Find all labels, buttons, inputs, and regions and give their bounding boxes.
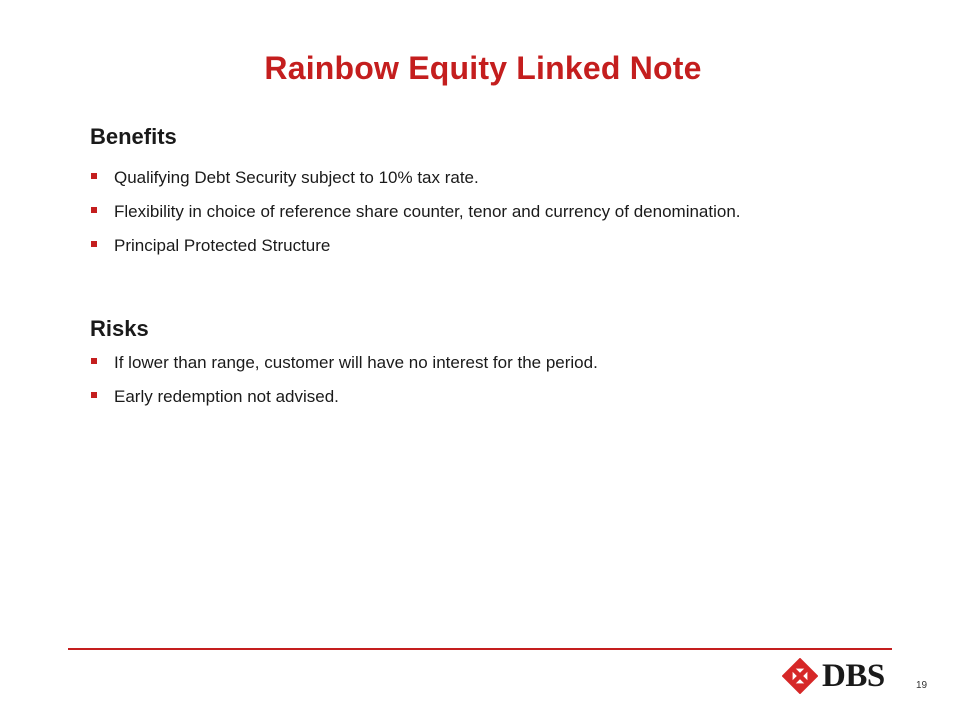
benefits-item-text: Principal Protected Structure bbox=[114, 236, 331, 255]
risks-list bbox=[90, 351, 790, 419]
square-bullet-icon bbox=[91, 207, 97, 213]
logo-wordmark: DBS bbox=[822, 658, 885, 694]
dbs-logo bbox=[782, 657, 885, 695]
risks-item-text: Early redemption not advised. bbox=[114, 387, 339, 406]
risks-list-item bbox=[90, 351, 790, 374]
benefits-item-text: Flexibility in choice of reference share counter, tenor and currency of denomination. bbox=[114, 202, 741, 221]
slide-title: Rainbow Equity Linked Note bbox=[264, 50, 702, 86]
risks-heading: Risks bbox=[90, 316, 149, 341]
page-number: 19 bbox=[916, 680, 928, 691]
dbs-logo-icon bbox=[782, 658, 818, 694]
risks-list-item bbox=[90, 385, 790, 408]
risks-item-text: If lower than range, customer will have no interest for the period. bbox=[114, 353, 598, 372]
benefits-item-text: Qualifying Debt Security subject to 10% tax rate. bbox=[114, 168, 479, 187]
benefits-list bbox=[90, 166, 790, 268]
square-bullet-icon bbox=[91, 358, 97, 364]
benefits-heading: Benefits bbox=[90, 124, 177, 149]
square-bullet-icon bbox=[91, 392, 97, 398]
square-bullet-icon bbox=[91, 173, 97, 179]
benefits-list-item bbox=[90, 166, 790, 189]
square-bullet-icon bbox=[91, 241, 97, 247]
benefits-list-item bbox=[90, 234, 790, 257]
benefits-list-item bbox=[90, 200, 790, 223]
footer-divider bbox=[68, 648, 892, 650]
